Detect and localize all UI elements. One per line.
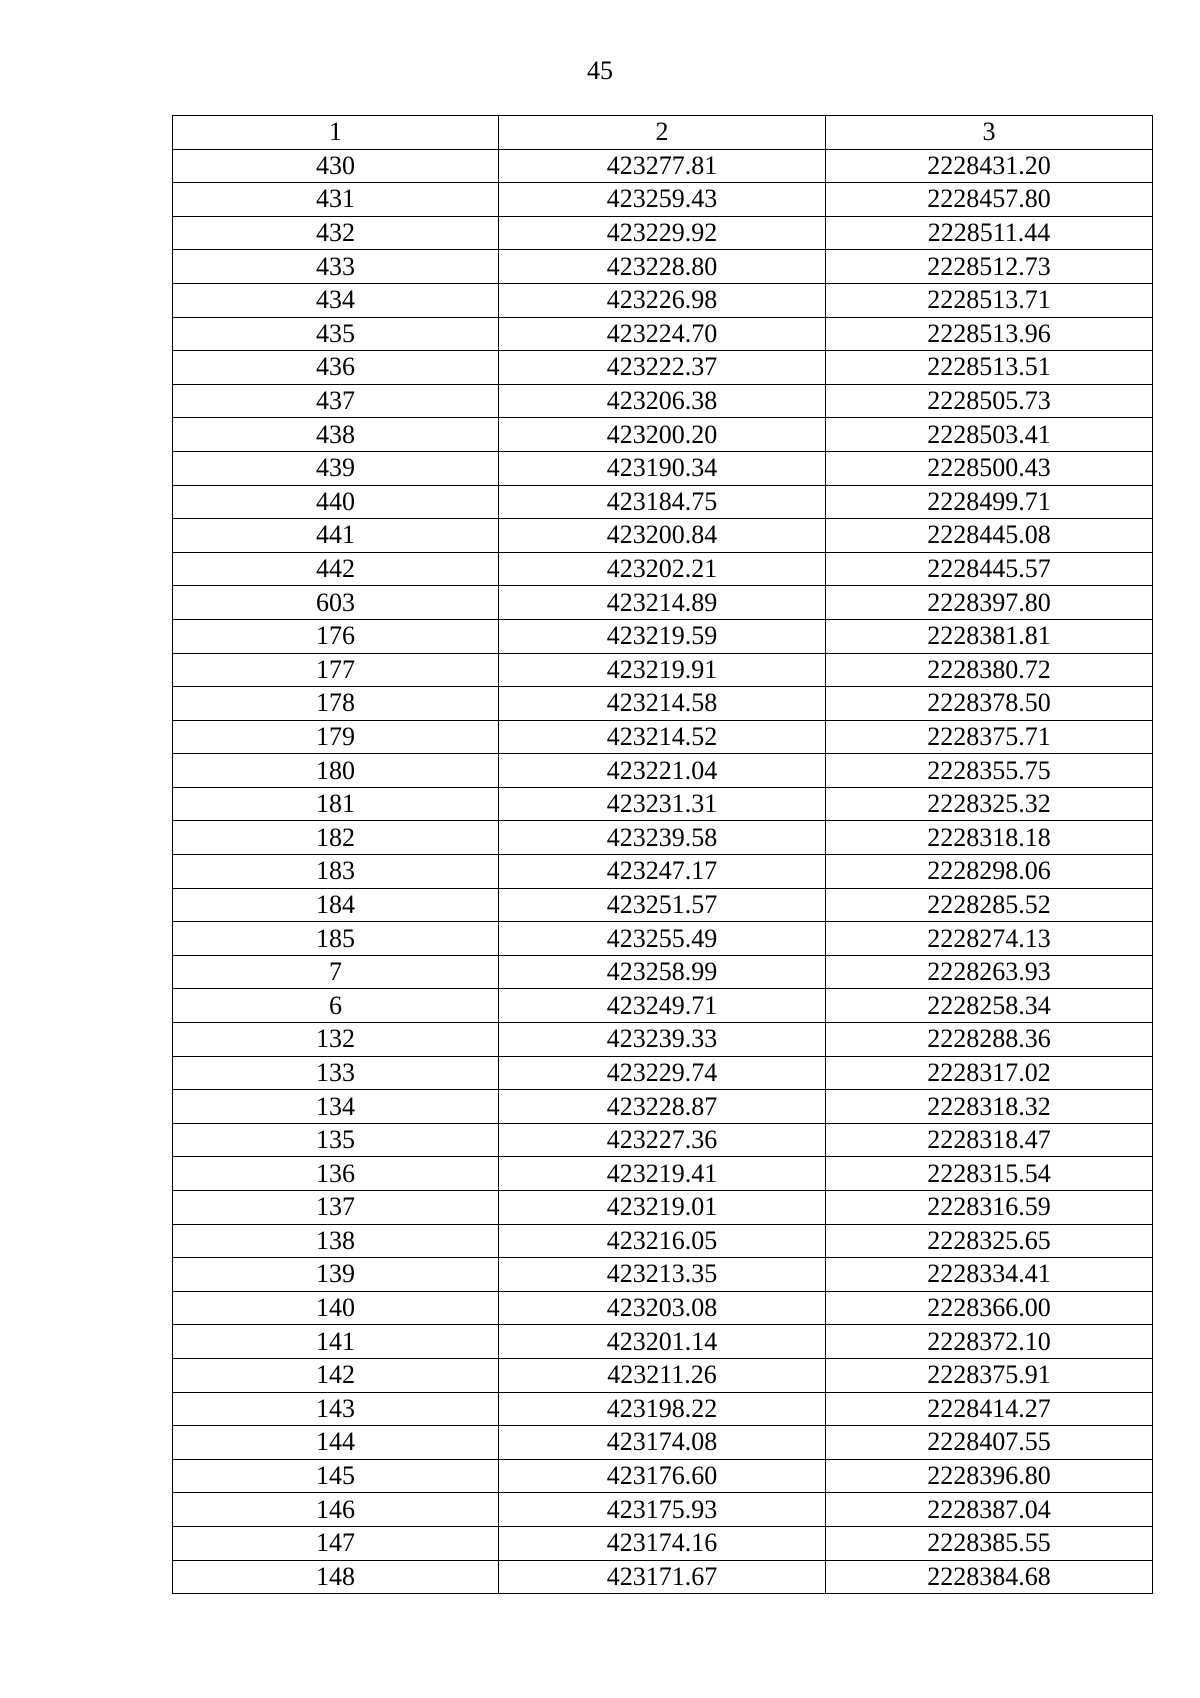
point-number-cell: 179 <box>173 720 499 754</box>
y-coordinate-cell: 2228375.91 <box>826 1358 1153 1392</box>
point-number-cell: 439 <box>173 451 499 485</box>
x-coordinate-cell: 423216.05 <box>499 1224 826 1258</box>
point-number-cell: 141 <box>173 1325 499 1359</box>
y-coordinate-cell: 2228457.80 <box>826 183 1153 217</box>
y-coordinate-cell: 2228316.59 <box>826 1191 1153 1225</box>
point-number-cell: 436 <box>173 351 499 385</box>
x-coordinate-cell: 423214.89 <box>499 586 826 620</box>
table-row <box>173 519 1153 553</box>
point-number-cell: 148 <box>173 1560 499 1594</box>
x-coordinate-cell: 423174.16 <box>499 1526 826 1560</box>
y-coordinate-cell: 2228263.93 <box>826 955 1153 989</box>
x-coordinate-cell: 423175.93 <box>499 1493 826 1527</box>
point-number-cell: 6 <box>173 989 499 1023</box>
table-row <box>173 754 1153 788</box>
x-coordinate-cell: 423255.49 <box>499 922 826 956</box>
point-number-cell: 431 <box>173 183 499 217</box>
x-coordinate-cell: 423259.43 <box>499 183 826 217</box>
y-coordinate-cell: 2228396.80 <box>826 1459 1153 1493</box>
point-number-cell: 180 <box>173 754 499 788</box>
x-coordinate-cell: 423198.22 <box>499 1392 826 1426</box>
table-row <box>173 384 1153 418</box>
coordinates-table <box>172 115 1153 1594</box>
table-row <box>173 787 1153 821</box>
x-coordinate-cell: 423184.75 <box>499 485 826 519</box>
point-number-cell: 132 <box>173 1023 499 1057</box>
x-coordinate-cell: 423239.58 <box>499 821 826 855</box>
table-row <box>173 1157 1153 1191</box>
y-coordinate-cell: 2228512.73 <box>826 250 1153 284</box>
point-number-cell: 440 <box>173 485 499 519</box>
y-coordinate-cell: 2228513.51 <box>826 351 1153 385</box>
table-row <box>173 586 1153 620</box>
x-coordinate-cell: 423201.14 <box>499 1325 826 1359</box>
y-coordinate-cell: 2228288.36 <box>826 1023 1153 1057</box>
x-coordinate-cell: 423219.41 <box>499 1157 826 1191</box>
y-coordinate-cell: 2228318.18 <box>826 821 1153 855</box>
table-row <box>173 317 1153 351</box>
y-coordinate-cell: 2228366.00 <box>826 1291 1153 1325</box>
x-coordinate-cell: 423202.21 <box>499 552 826 586</box>
x-coordinate-cell: 423219.91 <box>499 653 826 687</box>
page-number: 45 <box>587 56 613 85</box>
table-row <box>173 888 1153 922</box>
x-coordinate-cell: 423247.17 <box>499 855 826 889</box>
y-coordinate-cell: 2228258.34 <box>826 989 1153 1023</box>
point-number-cell: 133 <box>173 1056 499 1090</box>
point-number-cell: 143 <box>173 1392 499 1426</box>
y-coordinate-cell: 2228414.27 <box>826 1392 1153 1426</box>
x-coordinate-cell: 423226.98 <box>499 283 826 317</box>
y-coordinate-cell: 2228513.96 <box>826 317 1153 351</box>
table-row <box>173 1224 1153 1258</box>
point-number-cell: 139 <box>173 1258 499 1292</box>
point-number-cell: 147 <box>173 1526 499 1560</box>
point-number-cell: 137 <box>173 1191 499 1225</box>
x-coordinate-cell: 423190.34 <box>499 451 826 485</box>
table-row <box>173 216 1153 250</box>
x-coordinate-cell: 423213.35 <box>499 1258 826 1292</box>
y-coordinate-cell: 2228513.71 <box>826 283 1153 317</box>
table-row <box>173 250 1153 284</box>
y-coordinate-cell: 2228317.02 <box>826 1056 1153 1090</box>
y-coordinate-cell: 2228397.80 <box>826 586 1153 620</box>
y-coordinate-cell: 2228315.54 <box>826 1157 1153 1191</box>
table-row <box>173 1526 1153 1560</box>
table-row <box>173 1291 1153 1325</box>
y-coordinate-cell: 2228503.41 <box>826 418 1153 452</box>
point-number-cell: 434 <box>173 283 499 317</box>
point-number-cell: 435 <box>173 317 499 351</box>
point-number-cell: 136 <box>173 1157 499 1191</box>
table-row <box>173 720 1153 754</box>
x-coordinate-cell: 423258.99 <box>499 955 826 989</box>
table-row <box>173 418 1153 452</box>
table-row <box>173 351 1153 385</box>
table-row <box>173 821 1153 855</box>
x-coordinate-cell: 423171.67 <box>499 1560 826 1594</box>
x-coordinate-cell: 423277.81 <box>499 149 826 183</box>
x-coordinate-cell: 423206.38 <box>499 384 826 418</box>
point-number-cell: 603 <box>173 586 499 620</box>
table-row <box>173 687 1153 721</box>
y-coordinate-cell: 2228378.50 <box>826 687 1153 721</box>
table-row <box>173 1123 1153 1157</box>
point-number-cell: 178 <box>173 687 499 721</box>
point-number-cell: 438 <box>173 418 499 452</box>
x-coordinate-cell: 423214.58 <box>499 687 826 721</box>
table-body <box>173 116 1153 1594</box>
x-coordinate-cell: 423176.60 <box>499 1459 826 1493</box>
y-coordinate-cell: 2228384.68 <box>826 1560 1153 1594</box>
x-coordinate-cell: 423229.74 <box>499 1056 826 1090</box>
y-coordinate-cell: 2228445.08 <box>826 519 1153 553</box>
y-coordinate-cell: 2228274.13 <box>826 922 1153 956</box>
table-row <box>173 955 1153 989</box>
y-coordinate-cell: 2228334.41 <box>826 1258 1153 1292</box>
x-coordinate-cell: 423203.08 <box>499 1291 826 1325</box>
table-row <box>173 1325 1153 1359</box>
table-row <box>173 1090 1153 1124</box>
table-row <box>173 653 1153 687</box>
x-coordinate-cell: 423239.33 <box>499 1023 826 1057</box>
y-coordinate-cell: 2228387.04 <box>826 1493 1153 1527</box>
table-row <box>173 1493 1153 1527</box>
x-coordinate-cell: 423211.26 <box>499 1358 826 1392</box>
x-coordinate-cell: 423222.37 <box>499 351 826 385</box>
point-number-cell: 135 <box>173 1123 499 1157</box>
point-number-cell: 145 <box>173 1459 499 1493</box>
y-coordinate-cell: 2228407.55 <box>826 1426 1153 1460</box>
point-number-cell: 176 <box>173 619 499 653</box>
point-number-cell: 140 <box>173 1291 499 1325</box>
y-coordinate-cell: 2228285.52 <box>826 888 1153 922</box>
point-number-cell: 134 <box>173 1090 499 1124</box>
x-coordinate-cell: 423200.84 <box>499 519 826 553</box>
point-number-cell: 182 <box>173 821 499 855</box>
x-coordinate-cell: 423200.20 <box>499 418 826 452</box>
point-number-cell: 185 <box>173 922 499 956</box>
point-number-cell: 7 <box>173 955 499 989</box>
y-coordinate-cell: 2228380.72 <box>826 653 1153 687</box>
y-coordinate-cell: 2228381.81 <box>826 619 1153 653</box>
point-number-cell: 432 <box>173 216 499 250</box>
column-header: 1 <box>173 116 499 150</box>
x-coordinate-cell: 423229.92 <box>499 216 826 250</box>
point-number-cell: 184 <box>173 888 499 922</box>
table-row <box>173 451 1153 485</box>
y-coordinate-cell: 2228325.32 <box>826 787 1153 821</box>
y-coordinate-cell: 2228298.06 <box>826 855 1153 889</box>
point-number-cell: 144 <box>173 1426 499 1460</box>
table-row <box>173 1258 1153 1292</box>
table-row <box>173 149 1153 183</box>
y-coordinate-cell: 2228505.73 <box>826 384 1153 418</box>
y-coordinate-cell: 2228325.65 <box>826 1224 1153 1258</box>
x-coordinate-cell: 423228.80 <box>499 250 826 284</box>
table-header-row <box>173 116 1153 150</box>
table-row <box>173 989 1153 1023</box>
column-header: 3 <box>826 116 1153 150</box>
y-coordinate-cell: 2228445.57 <box>826 552 1153 586</box>
table-row <box>173 1358 1153 1392</box>
point-number-cell: 441 <box>173 519 499 553</box>
table-row <box>173 1459 1153 1493</box>
y-coordinate-cell: 2228355.75 <box>826 754 1153 788</box>
x-coordinate-cell: 423231.31 <box>499 787 826 821</box>
x-coordinate-cell: 423221.04 <box>499 754 826 788</box>
table-row <box>173 1392 1153 1426</box>
point-number-cell: 146 <box>173 1493 499 1527</box>
x-coordinate-cell: 423224.70 <box>499 317 826 351</box>
x-coordinate-cell: 423174.08 <box>499 1426 826 1460</box>
table-row <box>173 619 1153 653</box>
table-row <box>173 1191 1153 1225</box>
y-coordinate-cell: 2228499.71 <box>826 485 1153 519</box>
y-coordinate-cell: 2228431.20 <box>826 149 1153 183</box>
point-number-cell: 442 <box>173 552 499 586</box>
point-number-cell: 177 <box>173 653 499 687</box>
y-coordinate-cell: 2228318.32 <box>826 1090 1153 1124</box>
point-number-cell: 183 <box>173 855 499 889</box>
table-row <box>173 1023 1153 1057</box>
table-row <box>173 552 1153 586</box>
table-row <box>173 183 1153 217</box>
y-coordinate-cell: 2228500.43 <box>826 451 1153 485</box>
x-coordinate-cell: 423214.52 <box>499 720 826 754</box>
x-coordinate-cell: 423219.59 <box>499 619 826 653</box>
x-coordinate-cell: 423219.01 <box>499 1191 826 1225</box>
table-row <box>173 1056 1153 1090</box>
y-coordinate-cell: 2228375.71 <box>826 720 1153 754</box>
point-number-cell: 138 <box>173 1224 499 1258</box>
point-number-cell: 181 <box>173 787 499 821</box>
column-header: 2 <box>499 116 826 150</box>
table-row <box>173 283 1153 317</box>
table-row <box>173 922 1153 956</box>
table-row <box>173 855 1153 889</box>
x-coordinate-cell: 423228.87 <box>499 1090 826 1124</box>
x-coordinate-cell: 423249.71 <box>499 989 826 1023</box>
table-row <box>173 1560 1153 1594</box>
point-number-cell: 430 <box>173 149 499 183</box>
table-row <box>173 485 1153 519</box>
point-number-cell: 433 <box>173 250 499 284</box>
x-coordinate-cell: 423227.36 <box>499 1123 826 1157</box>
y-coordinate-cell: 2228318.47 <box>826 1123 1153 1157</box>
table-row <box>173 1426 1153 1460</box>
y-coordinate-cell: 2228372.10 <box>826 1325 1153 1359</box>
y-coordinate-cell: 2228511.44 <box>826 216 1153 250</box>
point-number-cell: 437 <box>173 384 499 418</box>
point-number-cell: 142 <box>173 1358 499 1392</box>
y-coordinate-cell: 2228385.55 <box>826 1526 1153 1560</box>
x-coordinate-cell: 423251.57 <box>499 888 826 922</box>
